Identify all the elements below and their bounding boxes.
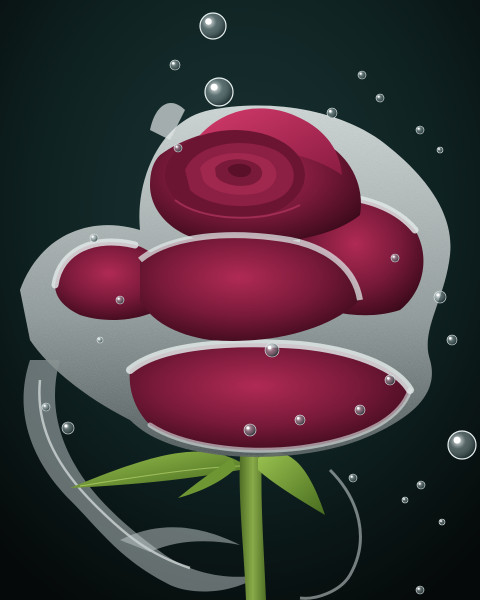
droplet-highlight (419, 483, 421, 485)
water-droplet (358, 71, 366, 79)
water-droplet (205, 78, 233, 106)
droplet-highlight (246, 426, 249, 429)
droplet-highlight (449, 337, 452, 340)
droplet-highlight (387, 377, 390, 380)
water-droplet (62, 422, 74, 434)
water-droplet (439, 519, 445, 525)
water-droplet (327, 108, 337, 118)
water-droplet (42, 403, 50, 411)
droplet-highlight (118, 298, 120, 300)
droplet-highlight (360, 73, 362, 75)
water-droplet (90, 234, 98, 242)
droplet-highlight (351, 476, 353, 478)
droplet-highlight (357, 407, 360, 410)
droplet-highlight (440, 520, 442, 522)
droplet-highlight (393, 256, 395, 258)
droplet-highlight (172, 62, 175, 65)
water-droplet (385, 375, 395, 385)
water-droplet (265, 343, 279, 357)
droplet-highlight (329, 110, 332, 113)
droplet-highlight (436, 293, 439, 296)
droplet-highlight (454, 437, 461, 444)
water-droplet (349, 474, 357, 482)
water-droplet (448, 431, 476, 459)
droplet-highlight (64, 424, 67, 427)
water-droplet (355, 405, 365, 415)
droplet-highlight (211, 84, 218, 91)
water-droplet (447, 335, 457, 345)
water-droplet (200, 13, 226, 39)
water-droplet (417, 481, 425, 489)
droplet-highlight (403, 498, 405, 500)
water-droplet (295, 415, 305, 425)
water-droplet (416, 586, 424, 594)
water-droplet (416, 126, 424, 134)
water-droplet (244, 424, 256, 436)
droplet-highlight (297, 417, 300, 420)
water-droplet (97, 337, 103, 343)
droplet-highlight (98, 338, 100, 340)
water-droplet (391, 254, 399, 262)
water-droplet (402, 497, 408, 503)
droplet-highlight (438, 148, 440, 150)
droplet-highlight (44, 405, 46, 407)
droplet-highlight (268, 346, 272, 350)
droplet-highlight (418, 128, 420, 130)
droplet-highlight (205, 18, 212, 25)
water-droplet (376, 94, 384, 102)
droplet-highlight (378, 96, 380, 98)
rose-core (165, 130, 305, 220)
droplet-highlight (418, 588, 420, 590)
water-droplet (437, 147, 443, 153)
droplet-highlight (92, 236, 94, 238)
droplet-highlight (176, 146, 178, 148)
water-droplet (174, 144, 182, 152)
water-droplet (170, 60, 180, 70)
water-droplet (434, 291, 446, 303)
water-droplet (116, 296, 124, 304)
